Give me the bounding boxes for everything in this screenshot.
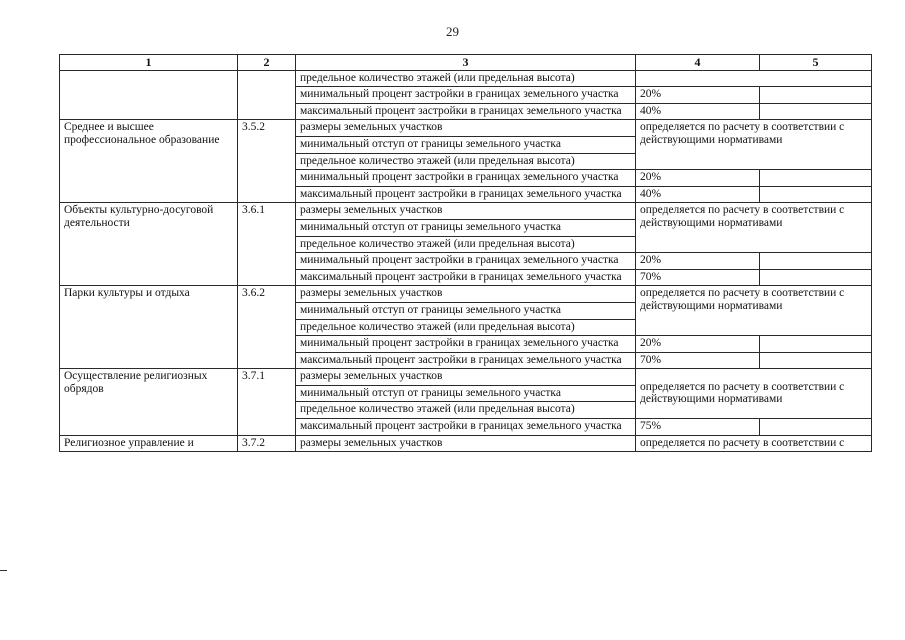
parameter-cell: предельное количество этажей (или предельная высота) <box>296 319 636 336</box>
use-name-cell <box>60 70 238 120</box>
table-row <box>60 286 872 303</box>
value-cell <box>636 70 872 87</box>
empty-cell <box>760 419 872 436</box>
empty-cell <box>760 336 872 353</box>
parameter-cell: минимальный отступ от границы земельного участка <box>296 136 636 153</box>
use-name-cell: Парки культуры и отдыха <box>60 286 238 369</box>
use-code-cell: 3.6.1 <box>238 203 296 286</box>
merged-value-cell: определяется по расчету в соответствии с <box>636 435 872 452</box>
empty-cell <box>760 352 872 369</box>
use-name-cell: Среднее и высшее профессиональное образование <box>60 120 238 203</box>
merged-value-cell: определяется по расчету в соответствии с действующими нормативами <box>636 120 872 170</box>
header-row <box>60 55 872 71</box>
parameter-cell: размеры земельных участков <box>296 435 636 452</box>
value-cell: 20% <box>636 336 760 353</box>
parameter-cell: размеры земельных участков <box>296 203 636 220</box>
margin-mark <box>0 570 7 571</box>
use-code-cell <box>238 70 296 120</box>
merged-value-cell: определяется по расчету в соответствии с действующими нормативами <box>636 369 872 419</box>
parameter-cell: максимальный процент застройки в границах земельного участка <box>296 186 636 203</box>
parameter-cell: предельное количество этажей (или предельная высота) <box>296 70 636 87</box>
column-header-1: 1 <box>60 55 238 71</box>
table-row <box>60 203 872 220</box>
parameter-cell: минимальный отступ от границы земельного участка <box>296 385 636 402</box>
empty-cell <box>760 87 872 104</box>
column-header-3: 3 <box>296 55 636 71</box>
parameter-cell: минимальный процент застройки в границах земельного участка <box>296 253 636 270</box>
empty-cell <box>760 103 872 120</box>
empty-cell <box>760 269 872 286</box>
parameter-cell: минимальный процент застройки в границах земельного участка <box>296 336 636 353</box>
value-cell: 70% <box>636 269 760 286</box>
use-code-cell: 3.7.2 <box>238 435 296 452</box>
parameter-cell: максимальный процент застройки в границах земельного участка <box>296 103 636 120</box>
value-cell: 20% <box>636 170 760 187</box>
parameter-cell: предельное количество этажей (или предельная высота) <box>296 236 636 253</box>
use-name-cell: Объекты культурно-досуговой деятельности <box>60 203 238 286</box>
table-row <box>60 120 872 137</box>
parameter-cell: размеры земельных участков <box>296 120 636 137</box>
value-cell: 40% <box>636 186 760 203</box>
parameter-cell: минимальный процент застройки в границах земельного участка <box>296 170 636 187</box>
value-cell: 20% <box>636 253 760 270</box>
value-cell: 20% <box>636 87 760 104</box>
parameter-cell: максимальный процент застройки в границах земельного участка <box>296 269 636 286</box>
value-cell: 75% <box>636 419 760 436</box>
parameter-cell: размеры земельных участков <box>296 369 636 386</box>
parameter-cell: предельное количество этажей (или предельная высота) <box>296 153 636 170</box>
parameter-cell: максимальный процент застройки в границах земельного участка <box>296 419 636 436</box>
use-code-cell: 3.6.2 <box>238 286 296 369</box>
parameter-cell: минимальный процент застройки в границах земельного участка <box>296 87 636 104</box>
page-number: 29 <box>446 24 459 39</box>
parameter-cell: размеры земельных участков <box>296 286 636 303</box>
use-code-cell: 3.5.2 <box>238 120 296 203</box>
use-name-cell: Осуществление религиозных обрядов <box>60 369 238 435</box>
merged-value-cell: определяется по расчету в соответствии с действующими нормативами <box>636 286 872 336</box>
empty-cell <box>760 253 872 270</box>
value-cell: 40% <box>636 103 760 120</box>
parameter-cell: максимальный процент застройки в границах земельного участка <box>296 352 636 369</box>
use-code-cell: 3.7.1 <box>238 369 296 435</box>
empty-cell <box>760 170 872 187</box>
parameter-cell: минимальный отступ от границы земельного участка <box>296 219 636 236</box>
use-name-cell: Религиозное управление и <box>60 435 238 452</box>
column-header-5: 5 <box>760 55 872 71</box>
parameter-cell: минимальный отступ от границы земельного участка <box>296 302 636 319</box>
regulations-table <box>59 54 872 452</box>
table-row <box>60 435 872 452</box>
column-header-2: 2 <box>238 55 296 71</box>
column-header-4: 4 <box>636 55 760 71</box>
parameter-cell: предельное количество этажей (или предельная высота) <box>296 402 636 419</box>
value-cell: 70% <box>636 352 760 369</box>
merged-value-cell: определяется по расчету в соответствии с действующими нормативами <box>636 203 872 253</box>
empty-cell <box>760 186 872 203</box>
table-row <box>60 369 872 386</box>
table-row <box>60 70 872 87</box>
